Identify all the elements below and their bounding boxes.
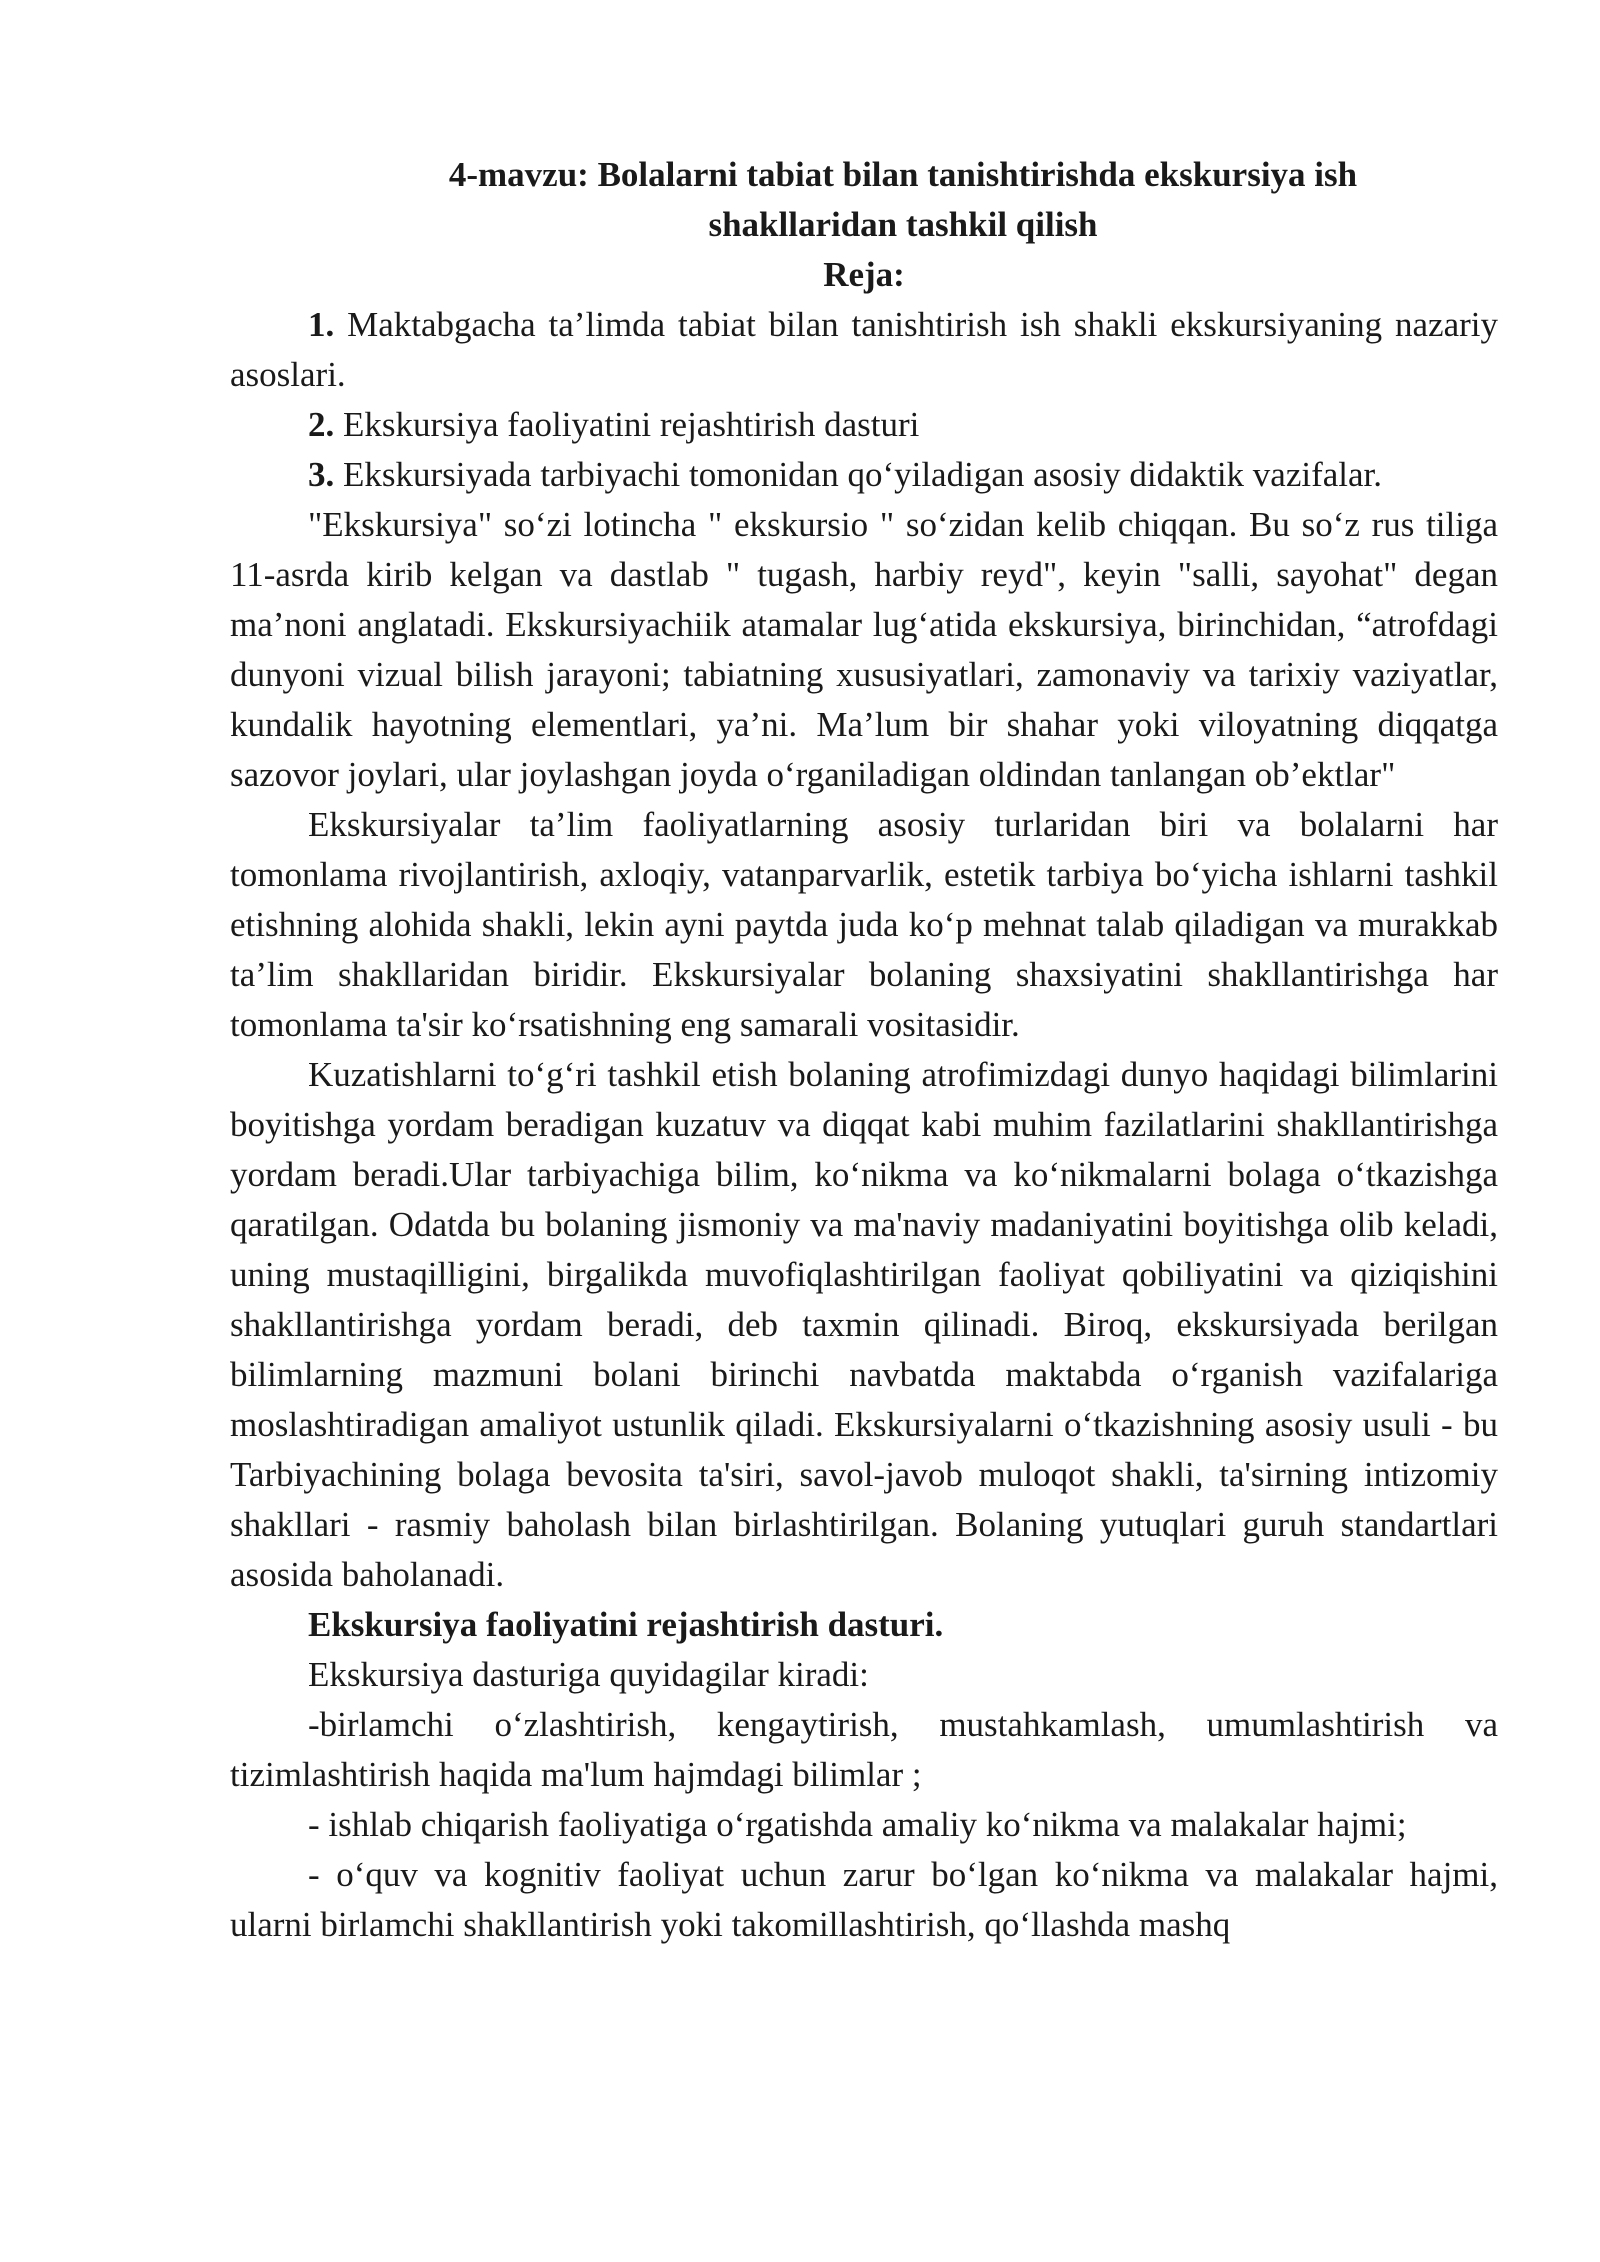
- section-heading: Ekskursiya faoliyatini rejashtirish dasturi.: [308, 1605, 944, 1644]
- plan-item-2: [230, 400, 1498, 450]
- title-line-1: 4-mavzu: Bolalarni tabiat bilan tanishtirishda ekskursiya ish: [448, 155, 1358, 194]
- plan-label: Reja:: [823, 255, 905, 294]
- body-paragraph-1: "Ekskursiya" so‘zi lotincha " ekskursio " so‘zidan kelib chiqqan. Bu so‘z rus tiliga 11-asrda kirib kelgan va dastlab " tugash, harbiy reyd", keyin "salli, sayohat" degan ma’noni anglatadi. Ekskursiyachiik atamalar lug‘atida ekskursiya, birinchidan, “atrofdagi dunyoni vizual bilish jarayoni; tabiatning xususiyatlari, zamonaviy va tarixiy vaziyatlar, kundalik hayotning elementlari, ya’ni. Ma’lum bir shahar yoki viloyatning diqqatga sazovor joylari, ular joylashgan joyda o‘rganiladigan oldindan tanlangan ob’ektlar": [230, 505, 1498, 794]
- plan-item-3: [230, 450, 1498, 500]
- section-item-2: - ishlab chiqarish faoliyatiga o‘rgatishda amaliy ko‘nikma va malakalar hajmi;: [308, 1805, 1407, 1844]
- section-item-1: -birlamchi o‘zlashtirish, kengaytirish, mustahkamlash, umumlashtirish va tizimlashtirish haqida ma'lum hajmdagi bilimlar ;: [230, 1705, 1498, 1794]
- body-paragraph-2: Ekskursiyalar ta’lim faoliyatlarning asosiy turlaridan biri va bolalarni har tomonlama rivojlantirish, axloqiy, vatanparvarlik, estetik tarbiya bo‘yicha ishlarni tashkil etishning alohida shakli, lekin ayni paytda juda ko‘p mehnat talab qiladigan va murakkab ta’lim shakllaridan biridir. Ekskursiyalar bolaning shaxsiyatini shakllantirishga har tomonlama ta'sir ko‘rsatishning eng samarali vositasidir.: [230, 805, 1498, 1044]
- plan-item-text: Ekskursiya faoliyatini rejashtirish dasturi: [334, 405, 920, 444]
- plan-item-text: Maktabgacha ta’limda tabiat bilan tanishtirish ish shakli ekskursiyaning nazariy asoslari.: [230, 305, 1498, 394]
- title-line-2: shakllaridan tashkil qilish: [708, 205, 1098, 244]
- plan-item-number: 2.: [308, 405, 335, 444]
- plan-item-text: Ekskursiyada tarbiyachi tomonidan qo‘yiladigan asosiy didaktik vazifalar.: [334, 455, 1383, 494]
- document-title: [230, 150, 1498, 250]
- plan-item-number: 3.: [308, 455, 335, 494]
- section-intro: Ekskursiya dasturiga quyidagilar kiradi:: [308, 1655, 869, 1694]
- section-item-3: - o‘quv va kognitiv faoliyat uchun zarur bo‘lgan ko‘nikma va malakalar hajmi, ularni birlamchi shakllantirish yoki takomillashtirish, qo‘llashda mashq: [230, 1855, 1498, 1944]
- plan-item-number: 1.: [308, 305, 335, 344]
- document-page: [230, 150, 1498, 1950]
- body-paragraph-3: Kuzatishlarni to‘g‘ri tashkil etish bolaning atrofimizdagi dunyo haqidagi bilimlarini boyitishga yordam beradigan kuzatuv va diqqat kabi muhim fazilatlarini shakllantirishga yordam beradi.Ular tarbiyachiga bilim, ko‘nikma va ko‘nikmalarni bolaga o‘tkazishga qaratilgan. Odatda bu bolaning jismoniy va ma'naviy madaniyatini boyitishga olib keladi, uning mustaqilligini, birgalikda muvofiqlashtirilgan faoliyat qobiliyatini va qiziqishini shakllantirishga yordam beradi, deb taxmin qilinadi. Biroq, ekskursiyada berilgan bilimlarning mazmuni bolani birinchi navbatda maktabda o‘rganish vazifalariga moslashtiradigan amaliyot ustunlik qiladi. Ekskursiyalarni o‘tkazishning asosiy usuli - bu Tarbiyachining bolaga bevosita ta'siri, savol-javob muloqot shakli, ta'sirning intizomiy shakllari - rasmiy baholash bilan birlashtirilgan. Bolaning yutuqlari guruh standartlari asosida baholanadi.: [230, 1055, 1498, 1594]
- plan-item-1: [230, 300, 1498, 400]
